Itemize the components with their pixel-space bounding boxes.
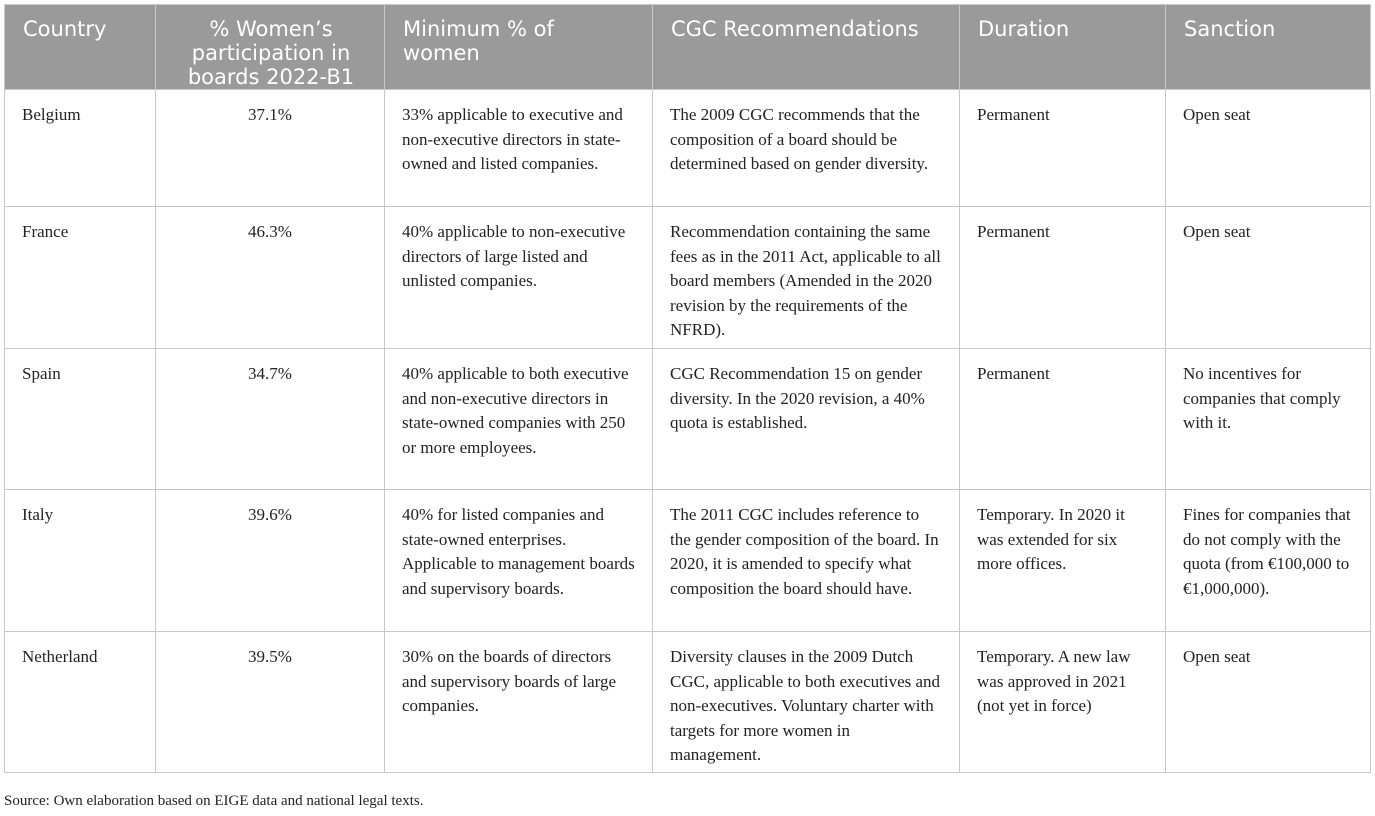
cell-country: Italy <box>5 490 156 632</box>
cell-country: France <box>5 207 156 349</box>
cell-participation: 39.6% <box>156 490 385 632</box>
cell-country: Spain <box>5 349 156 490</box>
table-row <box>5 632 1371 773</box>
cell-sanction: Open seat <box>1166 207 1371 349</box>
cell-participation: 34.7% <box>156 349 385 490</box>
cell-cgc: Diversity clauses in the 2009 Dutch CGC, applicable to both executives and non-executives. Voluntary charter with targets for more women in management. <box>653 632 960 773</box>
cell-participation: 39.5% <box>156 632 385 773</box>
cell-duration: Temporary. A new law was approved in 2021 (not yet in force) <box>960 632 1166 773</box>
header-cgc: CGC Recommendations <box>653 5 960 90</box>
cell-minimum: 40% for listed companies and state-owned enterprises. Applicable to management boards and supervisory boards. <box>385 490 653 632</box>
header-sanction: Sanction <box>1166 5 1371 90</box>
table-row <box>5 207 1371 349</box>
cell-cgc: The 2011 CGC includes reference to the gender composition of the board. In 2020, it is amended to specify what composition the board should have. <box>653 490 960 632</box>
cell-minimum: 40% applicable to non-executive directors of large listed and unlisted companies. <box>385 207 653 349</box>
cell-cgc: Recommendation containing the same fees as in the 2011 Act, applicable to all board members (Amended in the 2020 revision by the requirements of the NFRD). <box>653 207 960 349</box>
cell-duration: Temporary. In 2020 it was extended for six more offices. <box>960 490 1166 632</box>
cell-cgc: The 2009 CGC recommends that the composition of a board should be determined based on gender diversity. <box>653 90 960 207</box>
cell-minimum: 33% applicable to executive and non-executive directors in state-owned and listed companies. <box>385 90 653 207</box>
cell-cgc: CGC Recommendation 15 on gender diversity. In the 2020 revision, a 40% quota is established. <box>653 349 960 490</box>
table-row <box>5 90 1371 207</box>
cell-duration: Permanent <box>960 349 1166 490</box>
cell-sanction: Open seat <box>1166 90 1371 207</box>
cell-participation: 46.3% <box>156 207 385 349</box>
cell-minimum: 40% applicable to both executive and non-executive directors in state-owned companies with 250 or more employees. <box>385 349 653 490</box>
cell-sanction: No incentives for companies that comply with it. <box>1166 349 1371 490</box>
header-participation: % Women’s participation in boards 2022-B1 <box>156 5 385 90</box>
table-row <box>5 349 1371 490</box>
header-duration: Duration <box>960 5 1166 90</box>
cell-duration: Permanent <box>960 207 1166 349</box>
header-country: Country <box>5 5 156 90</box>
cell-minimum: 30% on the boards of directors and supervisory boards of large companies. <box>385 632 653 773</box>
table-header-row <box>5 5 1371 90</box>
header-minimum: Minimum % of women <box>385 5 653 90</box>
cell-participation: 37.1% <box>156 90 385 207</box>
gender-quota-table-container <box>4 4 1370 773</box>
gender-quota-table <box>4 4 1371 773</box>
source-note: Source: Own elaboration based on EIGE data and national legal texts. <box>4 793 424 809</box>
cell-sanction: Open seat <box>1166 632 1371 773</box>
cell-duration: Permanent <box>960 90 1166 207</box>
table-row <box>5 490 1371 632</box>
cell-country: Netherland <box>5 632 156 773</box>
cell-sanction: Fines for companies that do not comply with the quota (from €100,000 to €1,000,000). <box>1166 490 1371 632</box>
cell-country: Belgium <box>5 90 156 207</box>
